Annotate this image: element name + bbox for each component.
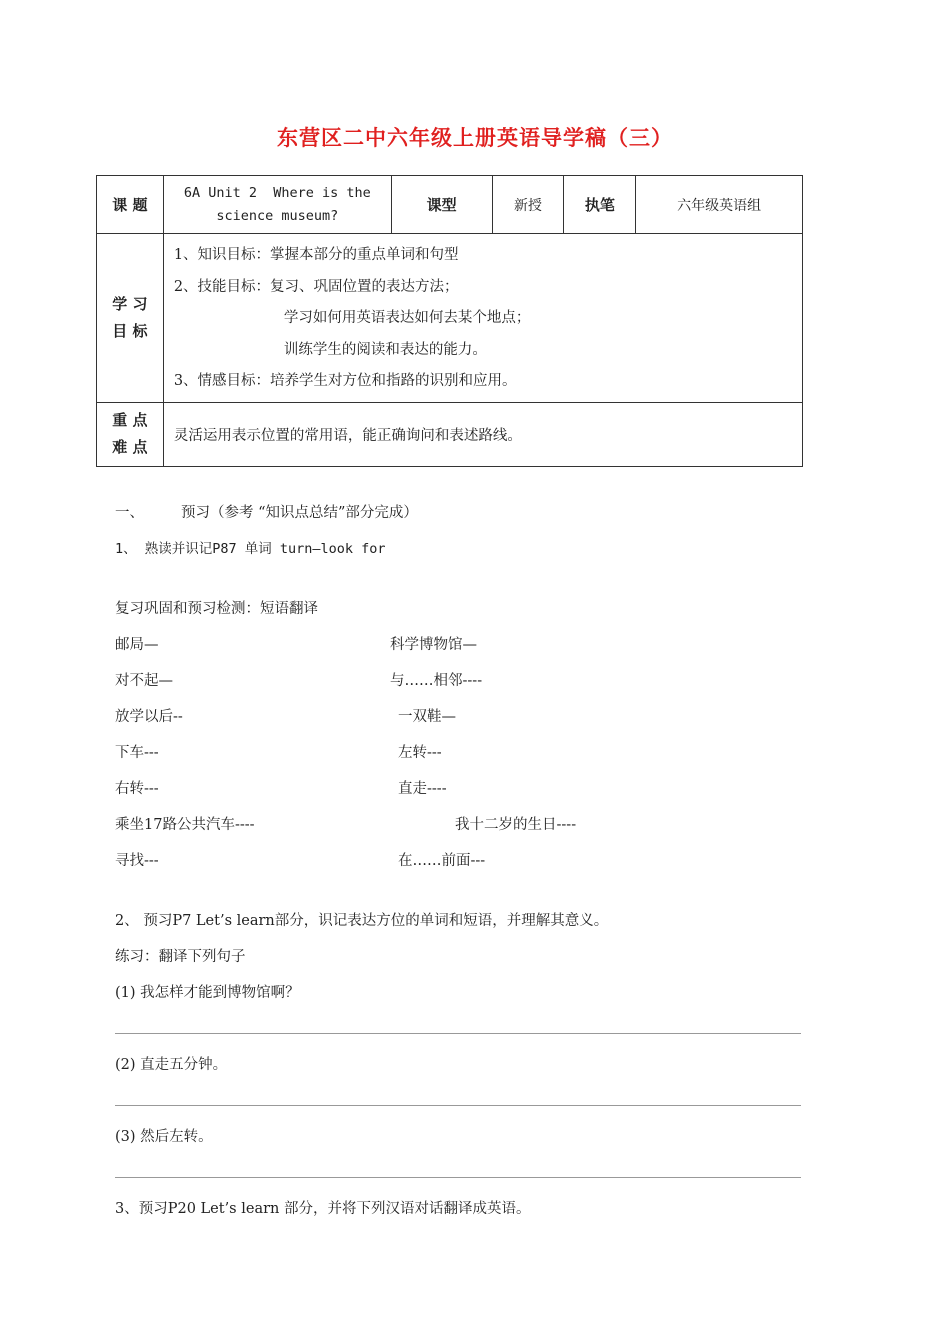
answer-line[interactable] bbox=[115, 1177, 801, 1178]
phrase-left: 邮局— bbox=[115, 637, 159, 653]
phrase-right: 左转--- bbox=[398, 745, 442, 761]
objective-item: 3、情感目标：培养学生对方位和指路的识别和应用。 bbox=[173, 373, 517, 389]
sentence-prompt: (1) 我怎样才能到博物馆啊？ bbox=[115, 985, 300, 1001]
type-label: 课型 bbox=[391, 176, 492, 234]
phrase-left: 寻找--- bbox=[115, 853, 159, 869]
key-points-label-line1: 重 点 bbox=[112, 411, 148, 429]
topic-value-line1: 6A Unit 2 Where is the bbox=[183, 184, 371, 201]
phrase-left: 下车--- bbox=[115, 745, 159, 761]
objective-item: 1、知识目标：掌握本部分的重点单词和句型 bbox=[173, 247, 459, 263]
objectives-row bbox=[97, 234, 803, 403]
objectives-label bbox=[97, 234, 164, 403]
answer-line[interactable] bbox=[115, 1033, 801, 1034]
page-title: 东营区二中六年级上册英语导学稿（三） bbox=[277, 125, 673, 150]
phrase-left: 右转--- bbox=[115, 781, 159, 797]
author-label: 执笔 bbox=[564, 176, 636, 234]
answer-line[interactable] bbox=[115, 1105, 801, 1106]
preview-item-2: 2、 预习P7 Let’s learn部分，识记表达方位的单词和短语，并理解其意义。 bbox=[115, 913, 609, 929]
sentence-prompt: (3) 然后左转。 bbox=[115, 1129, 213, 1145]
topic-value-line2: science museum? bbox=[216, 207, 339, 224]
preview-item-1 bbox=[115, 537, 386, 557]
phrase-right: 我十二岁的生日---- bbox=[455, 817, 577, 833]
objectives-label-line1: 学 习 bbox=[112, 294, 148, 313]
topic-label: 课 题 bbox=[97, 176, 164, 234]
objectives-label-line2: 目 标 bbox=[112, 321, 148, 340]
practice-heading: 练习：翻译下列句子 bbox=[115, 949, 246, 965]
phrase-right: 科学博物馆— bbox=[390, 637, 477, 653]
topic-row bbox=[97, 176, 803, 234]
objectives-content bbox=[163, 234, 802, 403]
sentence-prompt: (2) 直走五分钟。 bbox=[115, 1057, 228, 1073]
phrase-right: 在……前面--- bbox=[398, 853, 486, 869]
key-points-label-line2: 难 点 bbox=[112, 438, 148, 456]
type-value: 新授 bbox=[492, 176, 564, 234]
section-number: 一、 bbox=[115, 505, 144, 521]
preview-item-1-text: 1、 熟读并识记P87 单词 turn—look for bbox=[115, 541, 386, 557]
objective-item: 训练学生的阅读和表达的能力。 bbox=[283, 341, 487, 358]
phrase-right: 与……相邻---- bbox=[390, 673, 483, 689]
author-value: 六年级英语组 bbox=[636, 176, 803, 234]
objective-item: 2、技能目标：复习、巩固位置的表达方法； bbox=[173, 278, 459, 295]
section-heading: 预习（参考 “知识点总结”部分完成） bbox=[181, 505, 418, 521]
phrase-right: 一双鞋— bbox=[398, 709, 456, 725]
preview-item-3: 3、预习P20 Let’s learn 部分，并将下列汉语对话翻译成英语。 bbox=[115, 1201, 531, 1217]
lesson-info-table bbox=[96, 175, 803, 467]
topic-value bbox=[163, 176, 391, 234]
review-heading: 复习巩固和预习检测：短语翻译 bbox=[115, 601, 318, 617]
phrase-left: 放学以后-- bbox=[115, 709, 183, 725]
objective-item: 学习如何用英语表达如何去某个地点； bbox=[283, 310, 531, 326]
phrase-right: 直走---- bbox=[398, 781, 447, 797]
phrase-left: 乘坐17路公共汽车---- bbox=[115, 817, 255, 833]
key-points-row bbox=[97, 402, 803, 466]
key-points-label bbox=[97, 402, 164, 466]
key-points-value: 灵活运用表示位置的常用语，能正确询问和表述路线。 bbox=[163, 402, 802, 466]
phrase-left: 对不起— bbox=[115, 673, 173, 689]
